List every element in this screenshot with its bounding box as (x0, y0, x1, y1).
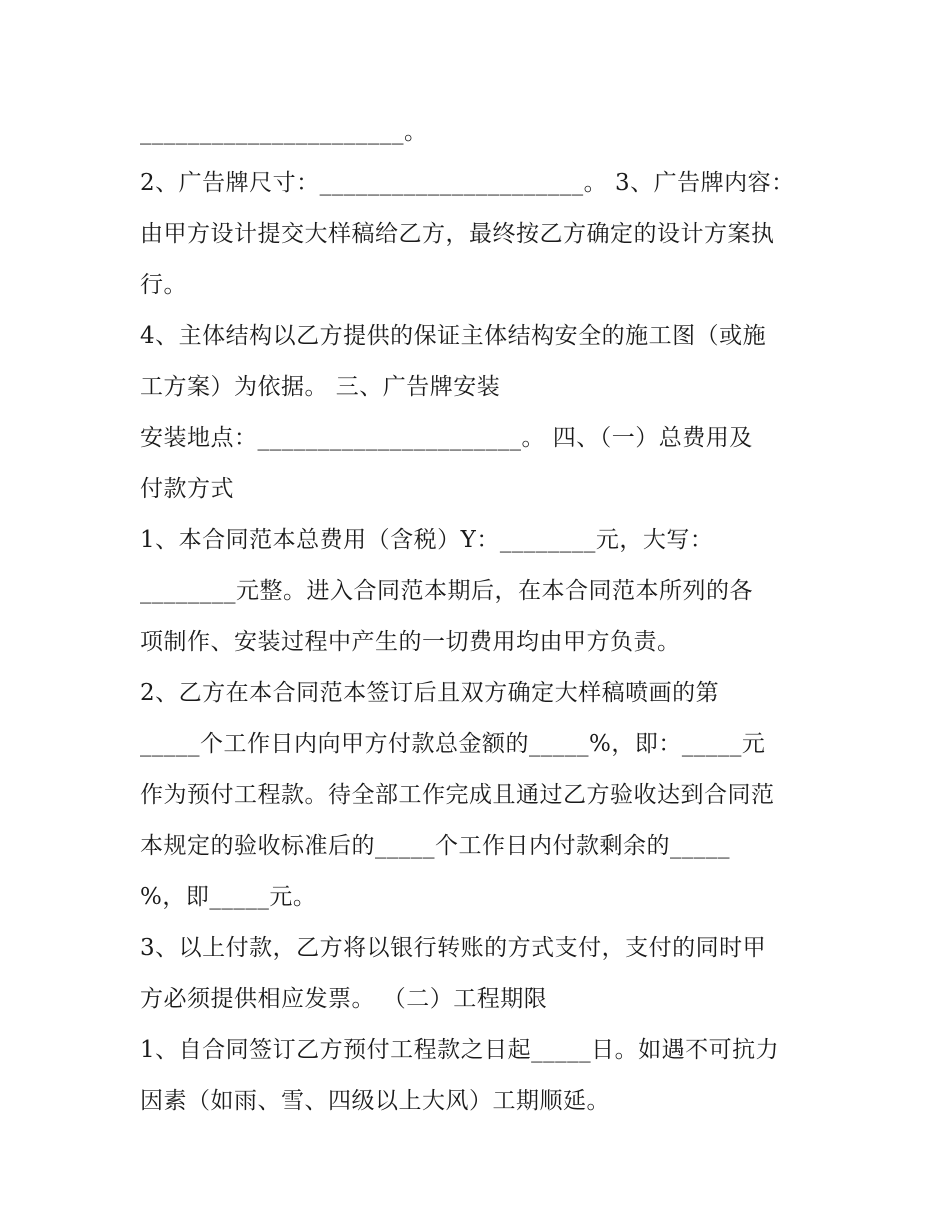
contract-line: 2、广告牌尺寸：______________________。 3、广告牌内容： (140, 170, 795, 196)
contract-line: 4、主体结构以乙方提供的保证主体结构安全的施工图（或施 (140, 323, 767, 349)
contract-line: ______________________。 (140, 119, 428, 145)
contract-body (140, 107, 820, 1127)
contract-line: 工方案）为依据。 三、广告牌安装 (140, 374, 501, 400)
contract-line: 3、以上付款，乙方将以银行转账的方式支付，支付的同时甲 (140, 935, 767, 961)
contract-line: 项制作、安装过程中产生的一切费用均由甲方负责。 (140, 629, 681, 655)
contract-line: 行。 (140, 272, 187, 298)
contract-line: 1、自合同签订乙方预付工程款之日起_____日。如遇不可抗力 (140, 1037, 780, 1063)
contract-line: 本规定的验收标准后的_____个工作日内付款剩余的_____ (140, 833, 730, 859)
contract-line: 由甲方设计提交大样稿给乙方，最终按乙方确定的设计方案执 (140, 221, 775, 247)
contract-line: 方必须提供相应发票。 （二）工程期限 (140, 986, 548, 1012)
contract-line: %，即_____元。 (140, 884, 317, 910)
contract-line: 因素（如雨、雪、四级以上大风）工期顺延。 (140, 1088, 610, 1114)
contract-line: 作为预付工程款。待全部工作完成且通过乙方验收达到合同范 (140, 782, 775, 808)
contract-line: 安装地点：______________________。 四、（一）总费用及 (140, 425, 753, 451)
contract-line: _____个工作日内向甲方付款总金额的_____%，即：_____元 (140, 731, 766, 757)
contract-line: 付款方式 (140, 476, 234, 502)
contract-line: ________元整。进入合同范本期后，在本合同范本所列的各 (140, 578, 753, 604)
contract-line: 1、本合同范本总费用（含税）Y：________元，大写： (140, 527, 714, 553)
contract-line: 2、乙方在本合同范本签订后且双方确定大样稿喷画的第 (140, 680, 720, 706)
